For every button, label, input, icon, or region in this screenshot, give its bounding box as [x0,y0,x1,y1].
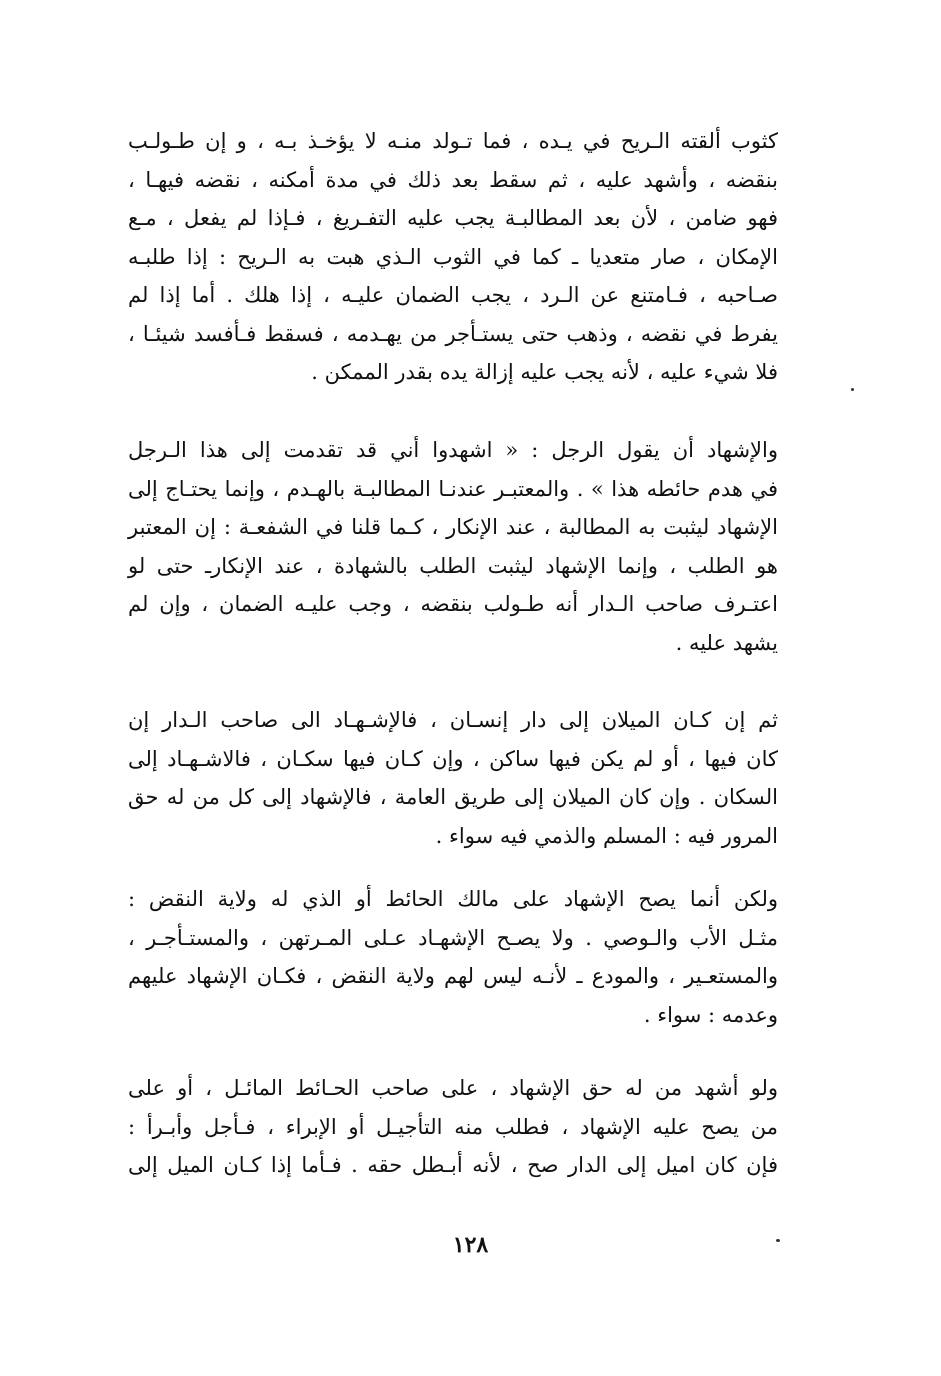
paragraph-2 [128,431,778,662]
text-line: فهو ضامن ، لأن بعد المطالبـة يجب عليه التفـريغ ، فـإذا لم يفعل ، مـع [128,206,778,230]
text-line: يشهد عليه . [675,630,778,655]
scan-speck [776,1239,780,1242]
text-line: ولكن أنما يصح الإشهاد على مالك الحائط أو الذي له ولاية النقض : [128,887,778,911]
text-line: ثم إن كـان الميلان إلى دار إنسـان ، فالإشـهـاد الى صاحب الـدار إن [128,708,778,732]
text-line: فإن كان اميل إلى الدار صح ، لأنه أبـطل حقه . فـأما إذا كـان الميل إلى [128,1153,778,1177]
paragraph-1 [128,122,778,392]
text-line: الإمكان ، صار متعديا ـ كما في الثوب الـذي هبت به الـريح : إذا طلبـه [128,244,778,269]
text-line: فلا شيء عليه ، لأنه يجب عليه إزالة يده بقدر الممكن . [311,360,778,384]
text-line: من يصح عليه الإشهاد ، فطلب منه التأجيـل أو الإبراء ، فـأجل وأبـرأ : [128,1114,778,1139]
scan-speck [851,388,854,391]
text-line: صـاحبه ، فـامتنع عن الـرد ، يجب الضمان عليـه ، إذا هلك . أما إذا لم [128,283,778,307]
text-line: السكان . وإن كان الميلان إلى طريق العامة ، فالإشهاد إلى كل من له حق [128,785,778,809]
paragraph-5 [128,1069,778,1185]
text-line: والإشهاد أن يقول الرجل : « اشهدوا أني قد تقدمت إلى هذا الـرجل [128,438,778,462]
text-line: الإشهاد ليثبت به المطالبة ، عند الإنكار ، كـما قلنا في الشفعـة : إن المعتبر [128,515,778,539]
text-line: والمستعـير ، والمودع ـ لأنـه ليس لهم ولاية النقض ، فكـان الإشهاد عليهم [128,964,778,988]
text-line: اعتـرف صاحب الـدار أنه طـولب بنقضه ، وجب عليـه الضمان ، وإن لم [128,592,778,616]
text-line: كثوب ألقته الـريح في يـده ، فما تـولد منـه لا يؤخـذ بـه ، و إن طـولـب [128,129,778,153]
page-number: ١٢٨ [452,1232,489,1258]
text-line: كان فيها ، أو لم يكن فيها ساكن ، وإن كـان فيها سكـان ، فالاشـهـاد إلى [128,746,778,771]
text-line: هو الطلب ، وإنما الإشهاد ليثبت الطلب بالشهادة ، عند الإنكارـ حتى لو [128,553,778,578]
text-line: يفرط في نقضه ، وذهب حتى يستـأجر من يهـدمه ، فسقط فـأفسد شيئـا ، [128,321,778,346]
text-line: وعدمه : سواء . [643,1002,778,1027]
text-line: مثـل الأب والـوصي . ولا يصـح الإشهـاد عـلى المـرتهن ، والمستـأجـر ، [128,925,778,950]
paragraph-4 [128,880,778,1034]
text-line: ولو أشهد من له حق الإشهاد ، على صاحب الحـائط المائـل ، أو على [128,1076,778,1100]
paragraph-3 [128,701,778,855]
text-line: في هدم حائطه هذا » . والمعتبـر عندنـا المطالبـة بالهـدم ، وإنما يحتـاج إلى [128,476,778,501]
text-line: بنقضه ، وأشهد عليه ، ثم سقط بعد ذلك في مدة أمكنه ، نقضه فيهـا ، [128,167,778,192]
text-line: المرور فيه : المسلم والذمي فيه سواء . [435,823,778,848]
